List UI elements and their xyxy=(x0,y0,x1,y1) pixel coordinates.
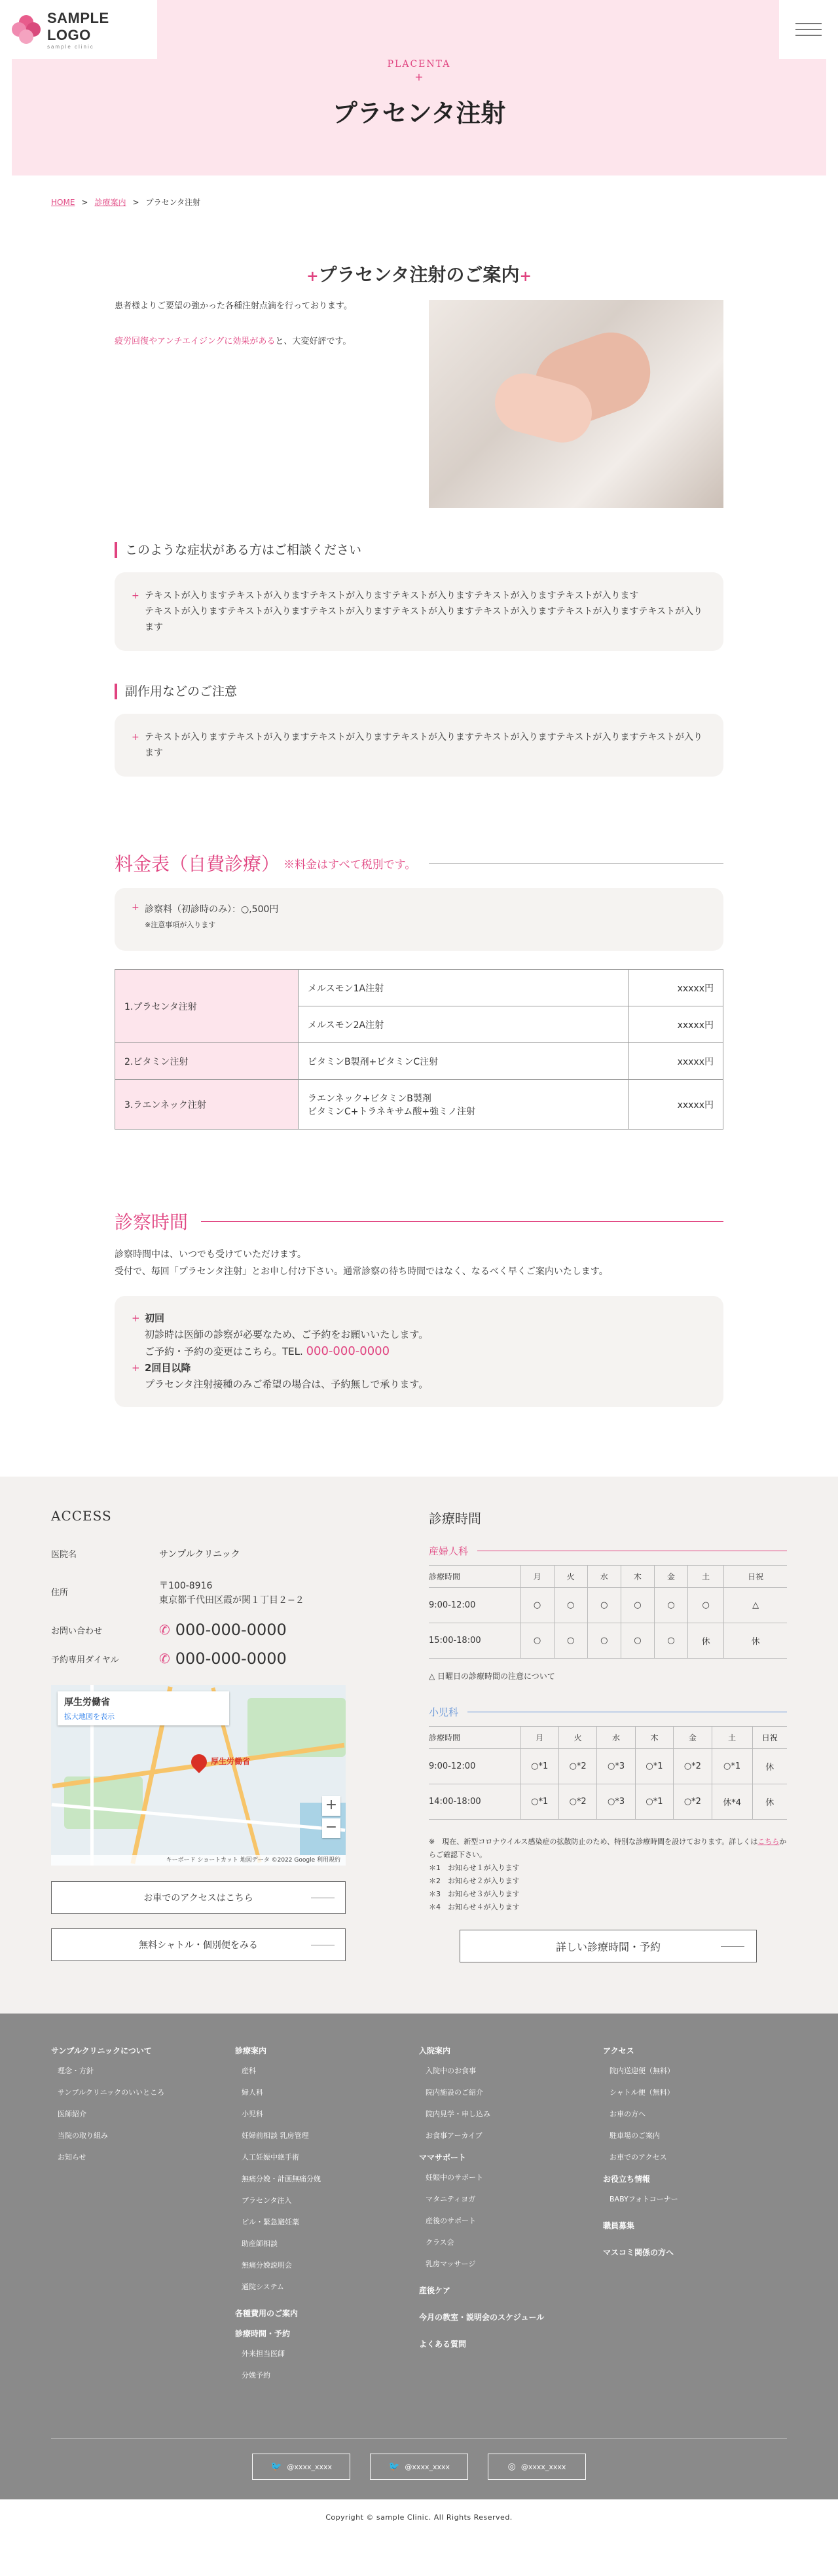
twitter-icon: 🐦 xyxy=(388,2461,400,2472)
list-item: テキストが入りますテキストが入りますテキストが入りますテキストが入りますテキストが入りますテキストが入りますテキストが入ります xyxy=(145,606,703,633)
car-access-button[interactable]: お車でのアクセスはこちら xyxy=(51,1881,346,1914)
twitter-button[interactable]: 🐦 @xxxx_xxxx xyxy=(370,2454,468,2480)
footer-col-inpatient: 入院案内 入院中のお食事 院内施設のご紹介 院内見学・申し込み お食事アーカイブ ママサポート 妊娠中のサポート マタニティヨガ 産後のサポート クラス会 乳房マッサージ 産後ケア 今月の教室・説明会のスケジュール よくある質問 xyxy=(419,2046,545,2349)
symptoms-box xyxy=(115,572,723,651)
table-row: 1.プラセンタ注射 メルスモン1A注射 xxxxx円 xyxy=(115,970,723,1006)
plus-icon: + xyxy=(132,591,139,601)
plus-icon: + xyxy=(306,268,319,285)
baby-hand-image xyxy=(429,300,723,508)
google-map[interactable]: 厚生労働省 拡大地図を表示 厚生労働省 + − キーボード ショートカット 地図データ ©2022 Google 利用規約 xyxy=(51,1685,346,1866)
table-row: 9:00-12:00 ○ ○ ○ ○ ○ ○ △ xyxy=(429,1588,787,1623)
table-row: 3.ラエンネック注射 ラエンネック+ビタミンB製剤 ビタミンC+トラネキサム酸+強ミノ注射 xxxxx円 xyxy=(115,1080,723,1130)
footer-col-access: アクセス 院内送迎便（無料） シャトル便（無料） お車の方へ 駐車場のご案内 お車でのアクセス お役立ち情報 BABYフォトコーナー 職員募集 マスコミ関係の方へ xyxy=(603,2046,678,2257)
logo-sub-text: sample clinic xyxy=(46,43,94,50)
obstetrics-table: 診療時間 月 火 水 木 金 土 日祝 9:00-12:00 ○ ○ ○ ○ ○ ○ △ 15:00-18:00 ○ ○ ○ ○ ○ 休 休 xyxy=(429,1565,787,1659)
pediatrics-table: 診療時間 月 火 水 木 金 土 日祝 9:00-12:00 ○*1 ○*2 ○*3 ○*1 ○*2 ○*1 休 14:00-18:00 ○*1 ○*2 ○*3 ○*1 ○*2 休*4 休 xyxy=(429,1726,787,1820)
covid-info-link[interactable]: こちら xyxy=(757,1837,780,1846)
twitter-icon: 🐦 xyxy=(270,2461,282,2472)
page-title: プラセンタ注射 xyxy=(332,98,506,128)
twitter-button[interactable]: 🐦 @xxxx_xxxx xyxy=(252,2454,350,2480)
footer-col-services: 診療案内 産科 婦人科 小児科 妊婦前相談 乳房管理 人工妊娠中絶手術 無痛分娩・計画無痛分娩 プラセンタ注入 ピル・緊急避妊薬 助産師相談 無痛分娩説明会 通院システム 各種費用のご案内 診療時間・予約 外来担当医師 分娩予約 xyxy=(235,2046,321,2380)
tel-link[interactable]: ✆ 000-000-0000 xyxy=(159,1621,287,1639)
shuttle-button[interactable]: 無料シャトル・個別便をみる xyxy=(51,1928,346,1961)
table-row: 15:00-18:00 ○ ○ ○ ○ ○ 休 休 xyxy=(429,1623,787,1659)
price-heading: 料金表（自費診療） ※料金はすべて税別です。 xyxy=(115,850,723,876)
footer-col-about: サンプルクリニックについて 理念・方針 サンプルクリニックのいいところ 医師紹介 当院の取り組み お知らせ xyxy=(51,2046,165,2162)
zoom-in-button[interactable]: + xyxy=(322,1796,340,1816)
hours-heading: 診察時間 xyxy=(115,1208,723,1234)
hours-text: 診察時間中は、いつでも受けていただけます。 受付で、毎回「プラセンタ注射」とお申し付け下さい。通常診察の待ち時間ではなく、なるべく早くご案内いたします。 xyxy=(115,1249,608,1277)
page-hero xyxy=(12,0,826,175)
plus-icon: + xyxy=(132,732,139,743)
instagram-button[interactable]: ◎ @xxxx_xxxx xyxy=(488,2454,586,2480)
logo-main-text: SAMPLE LOGO xyxy=(46,9,109,43)
tel-link[interactable]: 000-000-0000 xyxy=(306,1344,390,1358)
table-row: 14:00-18:00 ○*1 ○*2 ○*3 ○*1 ○*2 休*4 休 xyxy=(429,1784,787,1820)
list-item: + テキストが入りますテキストが入りますテキストが入りますテキストが入りますテキストが入りますテキストが入ります xyxy=(132,588,706,604)
site-logo[interactable] xyxy=(0,0,157,59)
reserve-tel-link[interactable]: ✆ 000-000-0000 xyxy=(159,1649,287,1668)
enlarge-map-link[interactable]: 拡大地図を表示 xyxy=(64,1712,115,1721)
phone-icon: ✆ xyxy=(159,1651,170,1666)
intro-text: 患者様よりご要望の強かった各種注射点滴を行っております。 疲労回復やアンチエイジングに効果があると、大変好評です。 xyxy=(115,301,352,346)
side-effects-heading: 副作用などのご注意 xyxy=(115,684,723,699)
price-table xyxy=(115,969,723,1130)
breadcrumb: HOME > 診療案内 > プラセンタ注射 xyxy=(51,198,201,207)
table-row: 9:00-12:00 ○*1 ○*2 ○*3 ○*1 ○*2 ○*1 休 xyxy=(429,1749,787,1784)
breadcrumb-parent[interactable]: 診療案内 xyxy=(94,198,126,207)
access-section: ACCESS 医院名 サンプルクリニック 住所 〒100-8916 東京都千代田区霞が関１丁目２−２ お問い合わせ ✆ 000-000-0000 予約専用ダイヤル ✆ 000-000-0000 厚生労働省 拡大地図を表示 厚生労働省 + − キーボード ショートカット 地図データ ©2022 Google 利用規約 お車でのアクセスはこちら 無料シャトル・個別便をみる 診療時間 産婦人科 診療時間 月 火 水 木 金 土 日祝 9:00-12:00 ○ ○ ○ ○ ○ ○ △ 15:00-18:00 ○ ○ ○ ○ ○ 休 休 △ 日曜日の診療時間の注意について 小児科 診療時間 月 火 水 木 金 土 日祝 9:00-12:00 ○*1 ○*2 ○*3 ○*1 ○*2 ○*1 休 14:00-18:00 ○*1 ○*2 ○*3 ○*1 ○*2 休*4 休 ※ 現在、新型コロナウイルス感染症の拡散防止のため、特別な診療時間を設けております。詳しくはこちらからご確認下さい。 ＊1 お知らせ１が入ります ＊2 お知らせ２が入ります ＊3 お知らせ３が入ります ＊4 お知らせ４が入ります 詳しい診療時間・予約 xyxy=(0,1477,838,2014)
list-item: + テキストが入りますテキストが入りますテキストが入りますテキストが入りますテキストが入りますテキストが入りますテキストが入ります xyxy=(132,729,706,761)
access-title: ACCESS xyxy=(51,1508,112,1524)
plus-icon: + xyxy=(132,1312,140,1324)
breadcrumb-current: プラセンタ注射 xyxy=(145,198,201,207)
side-effects-box xyxy=(115,714,723,777)
plus-icon: + xyxy=(519,268,532,285)
breadcrumb-home[interactable]: HOME xyxy=(51,198,75,207)
map-pin-icon xyxy=(188,1751,210,1773)
intro-title: +プラセンタ注射のご案内+ xyxy=(306,264,532,285)
social-links xyxy=(0,2454,838,2480)
map-info-card: 厚生労働省 拡大地図を表示 xyxy=(58,1691,229,1725)
table-row: 2.ビタミン注射 ビタミンB製剤+ビタミンC注射 xxxxx円 xyxy=(115,1043,723,1080)
zoom-out-button[interactable]: − xyxy=(322,1818,340,1838)
schedule-title: 診療時間 xyxy=(429,1511,481,1526)
schedule-detail-button[interactable]: 詳しい診療時間・予約 xyxy=(460,1930,757,1962)
plus-icon: + xyxy=(132,1362,140,1374)
hours-box: + 初回 初診時は医師の診察が必要なため、ご予約をお願いいたします。 ご予約・予約の変更はこちら。TEL. 000-000-0000 + 2回目以降 プラセンタ注射接種のみご希望の場合は、予約無しで承ります。 xyxy=(115,1296,723,1407)
hamburger-menu-icon[interactable] xyxy=(779,0,838,59)
copyright: Copyright © sample Clinic. All Rights Reserved. xyxy=(0,2499,838,2536)
schedule-notes: ※ 現在、新型コロナウイルス感染症の拡散防止のため、特別な診療時間を設けております。詳しくはこちらからご確認下さい。 ＊1 お知らせ１が入ります ＊2 お知らせ２が入ります ＊3 お知らせ３が入ります ＊4 お知らせ４が入ります xyxy=(429,1837,787,1911)
symptoms-heading: このような症状がある方はご相談ください xyxy=(115,542,723,558)
site-footer xyxy=(0,2014,838,2536)
phone-icon: ✆ xyxy=(159,1622,170,1638)
fee-box: + 診察料（初診時のみ）：○,500円 ※注意事項が入ります xyxy=(115,888,723,951)
plus-icon: + xyxy=(132,902,139,913)
hero-en-title: PLACENTA xyxy=(387,59,451,69)
hero-plus-icon: + xyxy=(414,71,424,83)
flower-logo-icon xyxy=(12,15,41,44)
obstetrics-heading: 産婦人科 xyxy=(429,1544,787,1557)
instagram-icon: ◎ xyxy=(507,2461,516,2472)
table-row: メルスモン2A注射 xxxxx円 xyxy=(115,1006,723,1043)
pediatrics-heading: 小児科 xyxy=(429,1705,787,1718)
